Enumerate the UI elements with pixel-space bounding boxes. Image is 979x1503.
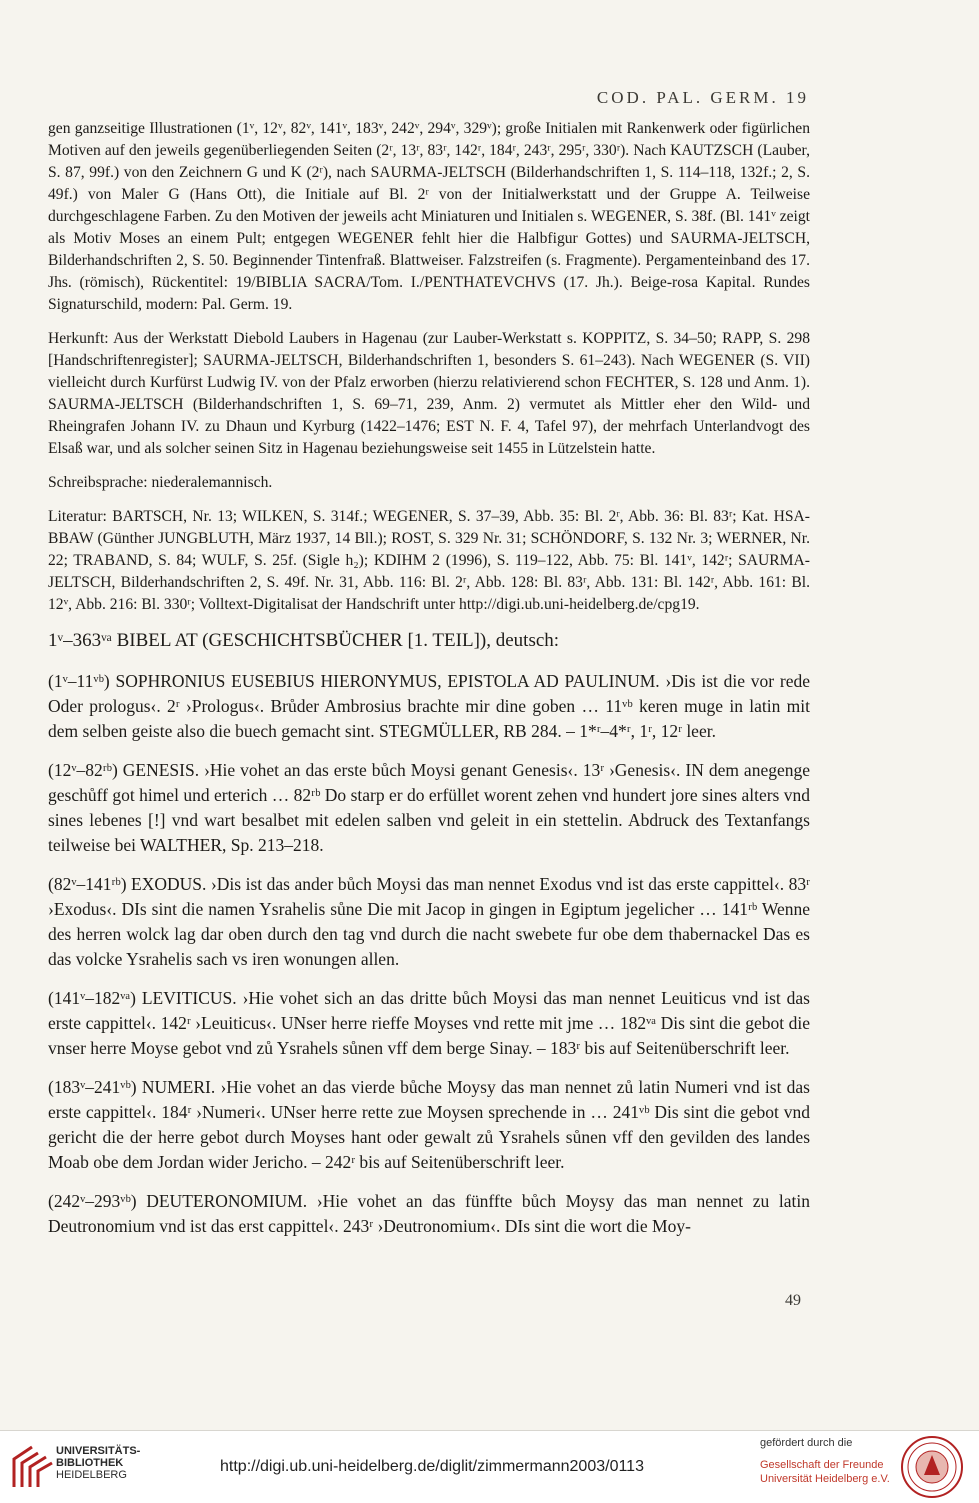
entry-hieronymus: (1ᵛ–11ᵛᵇ) SOPHRONIUS EUSEBIUS HIERONYMUS, EPISTOLA AD PAULINUM. ›Dis ist die vor rede Oder prologus‹. 2ʳ ›Prologus‹. Brůder Ambrosius brachte mir dine goben … 11ᵛᵇ keren muge in latin mit dem selben geiste also die buech gemacht sint. STEGMÜLLER, RB 284. – 1*ʳ–4*ʳ, 1ʳ, 12ʳ leer. [48, 671, 810, 741]
paragraph-language: Schreibsprache: niederalemannisch. [48, 474, 273, 491]
ub-line-3: HEIDELBERG [56, 1469, 127, 1481]
paragraph-provenance: Herkunft: Aus der Werkstatt Diebold Laubers in Hagenau (zur Lauber-Werkstatt s. KOPPITZ, S. 34–50; RAPP, S. 298 [Handschriftenregister]; SAURMA-JELTSCH, Bilderhandschriften 1, besonders S. 61–243). Nach WEGENER (S. VII) vielleicht durch Kurfürst Ludwig IV. von der Pfalz erworben (hierzu relativierend schon FECHTER, S. 128 und Anm. 1). SAURMA-JELTSCH (Bilderhandschriften 1, S. 69–71, 239, Anm. 2) vermutet als Mittler eher den Wild- und Rheingrafen Johann IV. zu Dhaun und Kyrburg (1422–1476; EST N. F. 4, Tafel 97), der mehrfach Unterlandvogt des Elsaß war, und als solcher seinen Sitz in Hagenau beziehungsweise seit 1455 in Lützelstein hatte. [48, 330, 810, 457]
ub-line-1: UNIVERSITÄTS- [56, 1445, 141, 1457]
body-text [48, 118, 810, 1253]
ub-wordmark [56, 1445, 140, 1481]
society-line-1: Gesellschaft der Freunde [760, 1459, 884, 1471]
society-name [760, 1458, 890, 1486]
entry-deuteronomium: (242ᵛ–293ᵛᵇ) DEUTERONOMIUM. ›Hie vohet an das fünffte bůch Moysy das man nennet zu latin Deutronomium vnd ist das erst cappittel‹. 243ʳ ›Deutronomium‹. DIs sint die wort die Moy- [48, 1191, 810, 1236]
source-url-link[interactable]: http://digi.ub.uni-heidelberg.de/diglit/zimmermann2003/0113 [220, 1458, 644, 1475]
paragraph-literature: Literatur: BARTSCH, Nr. 13; WILKEN, S. 314f.; WEGENER, S. 37–39, Abb. 35: Bl. 2ʳ, Abb. 36: Bl. 83ʳ; Kat. HSA-BBAW (Günther JUNGBLUTH, März 1937, 14 Bll.); ROST, S. 329 Nr. 31; SCHÖNDORF, S. 132 Nr. 3; WERNER, Nr. 22; TRABAND, S. 84; WULF, S. 25f. (Sigle h₂); KDIHM 2 (1996), S. 119–122, Abb. 75: Bl. 141ᵛ, 142ʳ; SAURMA-JELTSCH, Bilderhandschriften 2, S. 49f. Nr. 31, Abb. 116: Bl. 2ʳ, Abb. 128: Bl. 83ʳ, Abb. 131: Bl. 142ʳ, Abb. 161: Bl. 12ᵛ, Abb. 216: Bl. 330ʳ; Volltext-Digitalisat der Handschrift unter http://digi.ub.uni-heidelberg.de/cpg19. [48, 508, 810, 613]
funded-by-label: gefördert durch die [760, 1437, 853, 1449]
section-heading: 1ᵛ–363ᵛᵃ BIBEL AT (GESCHICHTSBÜCHER [1. TEIL]), deutsch: [48, 630, 560, 651]
running-head: COD. PAL. GERM. 19 [596, 88, 809, 107]
entry-exodus: (82ᵛ–141ʳᵇ) EXODUS. ›Dis ist das ander bůch Moysi das man nennet Exodus vnd ist das erste cappittel‹. 83ʳ ›Exodus‹. DIs sint die namen Ysrahelis sůne Die mit Jacop in gingen in Egiptum jegelicher … 141ʳᵇ Wenne des herren wolck lag dar oben durch den tag vnd durch die nacht swebete fur obe dem thabernackel Das es das volcke Ysrahelis sach vs iren wonungen allen. [48, 874, 810, 969]
society-line-2: Universität Heidelberg e.V. [760, 1473, 890, 1485]
entry-numeri: (183ᵛ–241ᵛᵇ) NUMERI. ›Hie vohet an das vierde bůche Moysy das man nennet zů latin Numeri vnd ist das erste cappittel‹. 184ʳ ›Numeri‹. UNser herre rette zue Moysen sprechende in … 241ᵛᵇ Dis sint die gebot vnd gericht die der herre gebot durch Moyses hant oder gewalt zů Ysrahels sůnen vff den gevilden des landes Moab obe dem Jordan wider Jericho. – 242ʳ bis auf Seitenüberschrift leer. [48, 1077, 810, 1172]
paragraph-description: gen ganzseitige Illustrationen (1ᵛ, 12ᵛ, 82ᵛ, 141ᵛ, 183ᵛ, 242ᵛ, 294ᵛ, 329ᵛ); große Initialen mit Rankenwerk oder figürlichen Motiven auf den jeweils gegenüberliegenden Seiten (2ʳ, 13ʳ, 83ʳ, 142ʳ, 184ʳ, 243ʳ, 295ʳ, 330ʳ). Nach KAUTZSCH (Lauber, S. 87, 99f.) von den Zeichnern G und K (2ʳ), nach SAURMA-JELTSCH (Bilderhandschriften 1, S. 114–118, 132f.; 2, S. 49f.) von Maler G (Hans Ott), die Initiale auf Bl. 2ʳ von der Initialwerkstatt und der Gruppe A. Teilweise durchgeschlagene Farben. Zu den Motiven der jeweils acht Miniaturen und Initialen s. WEGENER, S. 38f. (Bl. 141ᵛ zeigt als Motiv Moses an einem Pult; entgegen WEGENER fehlt hier die Halbfigur Gottes) und SAURMA-JELTSCH, Bilderhandschriften 2, S. 50. Beginnender Tintenfraß. Blattweiser. Falzstreifen (s. Fragmente). Pergamenteinband des 17. Jhs. (römisch), Rückentitel: 19/BIBLIA SACRA/Tom. I./PENTHATEVCHVS (17. Jh.). Beige-rosa Kapital. Rundes Signaturschild, modern: Pal. Germ. 19. [48, 120, 810, 313]
page-number: 49 [785, 1292, 801, 1309]
ub-logo-icon [8, 1441, 56, 1493]
footer-bar [0, 1430, 979, 1503]
university-seal-icon [900, 1435, 964, 1499]
entry-leviticus: (141ᵛ–182ᵛᵃ) LEVITICUS. ›Hie vohet sich an das dritte bůch Moysi das man nennet Leuiticus vnd ist das erste cappittel‹. 142ʳ ›Leuiticus‹. UNser herre rieffe Moyses vnd rette mit jme … 182ᵛᵃ Dis sint die gebot die vnser herre Moyse gebot vnd zů Ysrahels sůnen vff dem berge Sinay. – 183ʳ bis auf Seitenüberschrift leer. [48, 988, 810, 1058]
entry-genesis: (12ᵛ–82ʳᵇ) GENESIS. ›Hie vohet an das erste bůch Moysi genant Genesis‹. 13ʳ ›Genesis‹. IN dem anegenge geschůff got himel und erterich … 82ʳᵇ Do starp er do erfüllet worent zehen vnd hundert jore sines alters vnd sines lebenes [!] vnd wart besalbet mit edelen salben vnd geleit in ein stettelin. Abdruck des Textanfangs teilweise bei WALTHER, Sp. 213–218. [48, 760, 810, 855]
ub-line-2: BIBLIOTHEK [56, 1457, 124, 1469]
